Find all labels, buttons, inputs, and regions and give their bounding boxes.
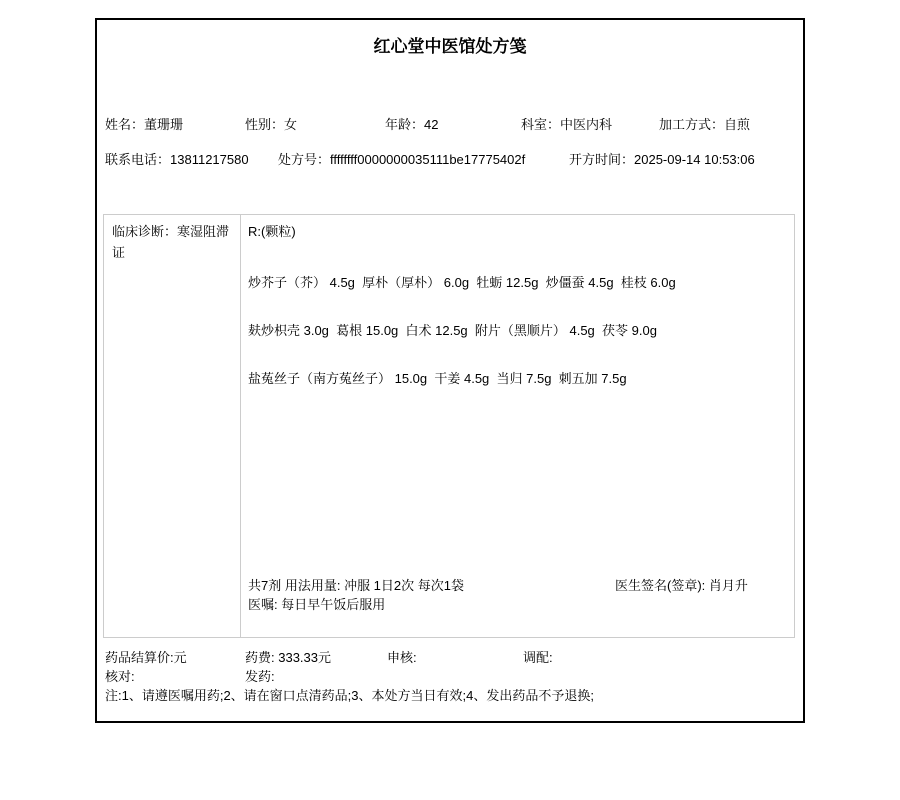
processing-method-field [659, 115, 750, 135]
phone-value: 13811217580 [170, 152, 249, 167]
footer-note: 注:1、请遵医嘱用药;2、请在窗口点清药品;3、本处方当日有效;4、发出药品不予退换; [105, 688, 594, 703]
doctor-signature-value: 肖月升 [708, 578, 748, 593]
settlement-price-label: 药品结算价: [105, 650, 174, 665]
issue-time-label: 开方时间： [569, 152, 635, 167]
medicine-fee-label: 药费: [245, 650, 279, 665]
processing-method-value: 自煎 [724, 117, 751, 132]
patient-name-field [105, 115, 183, 135]
medicine-line: 盐菟丝子（南方菟丝子） 15.0g 干姜 4.5g 当归 7.5g 刺五加 7.5g [248, 371, 627, 386]
doctor-signature-field [615, 576, 748, 596]
patient-age-field [385, 115, 438, 135]
department-field [521, 115, 612, 135]
patient-gender-value: 女 [284, 117, 298, 132]
phone-field [105, 150, 249, 170]
doctor-signature-label: 医生签名(签章): [615, 578, 709, 593]
prescription-table [103, 214, 795, 638]
prescription-number-value: ffffffff0000000035111be17775402f [330, 152, 526, 167]
patient-age-value: 42 [424, 117, 439, 132]
settlement-price-field [105, 648, 187, 668]
phone-label: 联系电话： [105, 152, 171, 167]
patient-gender-field [245, 115, 297, 135]
dispense-field: 发药: [245, 669, 275, 684]
prescription-number-field [278, 150, 525, 170]
review-field: 申核: [387, 650, 417, 665]
department-value: 中医内科 [560, 117, 613, 132]
prescription-sheet [95, 18, 805, 723]
patient-name-label: 姓名： [105, 117, 145, 132]
medicine-line: 麸炒枳壳 3.0g 葛根 15.0g 白术 12.5g 附片（黑顺片） 4.5g 茯苓 9.0g [248, 323, 657, 338]
issue-time-value: 2025-09-14 10:53:06 [634, 152, 755, 167]
prepare-field: 调配: [523, 650, 553, 665]
medicine-fee-value: 333.33元 [278, 650, 331, 665]
department-label: 科室： [521, 117, 561, 132]
diagnosis-value: 寒湿阻滞证 [112, 224, 230, 260]
issue-time-field [569, 150, 755, 170]
settlement-price-value: 元 [173, 650, 187, 665]
medicine-fee-field [245, 648, 331, 668]
patient-age-label: 年龄： [385, 117, 425, 132]
prescription-number-label: 处方号： [278, 152, 331, 167]
usage-line: 共7剂 用法用量: 冲服 1日2次 每次1袋 [248, 578, 464, 593]
processing-method-label: 加工方式： [659, 117, 725, 132]
diagnosis-cell [104, 215, 241, 637]
rx-content-cell [241, 215, 794, 637]
check-field: 核对: [105, 669, 135, 684]
medicine-line: 炒芥子（芥） 4.5g 厚朴（厚朴） 6.0g 牡蛎 12.5g 炒僵蚕 4.5g 桂枝 6.0g [248, 275, 676, 290]
doctor-advice-line: 医嘱: 每日早午饭后服用 [248, 597, 386, 612]
diagnosis-label: 临床诊断： [112, 224, 178, 239]
page-title: 红心堂中医馆处方笺 [373, 37, 527, 56]
patient-name-value: 董珊珊 [144, 117, 184, 132]
rx-header: R:(颗粒) [248, 224, 296, 239]
patient-gender-label: 性别： [245, 117, 285, 132]
